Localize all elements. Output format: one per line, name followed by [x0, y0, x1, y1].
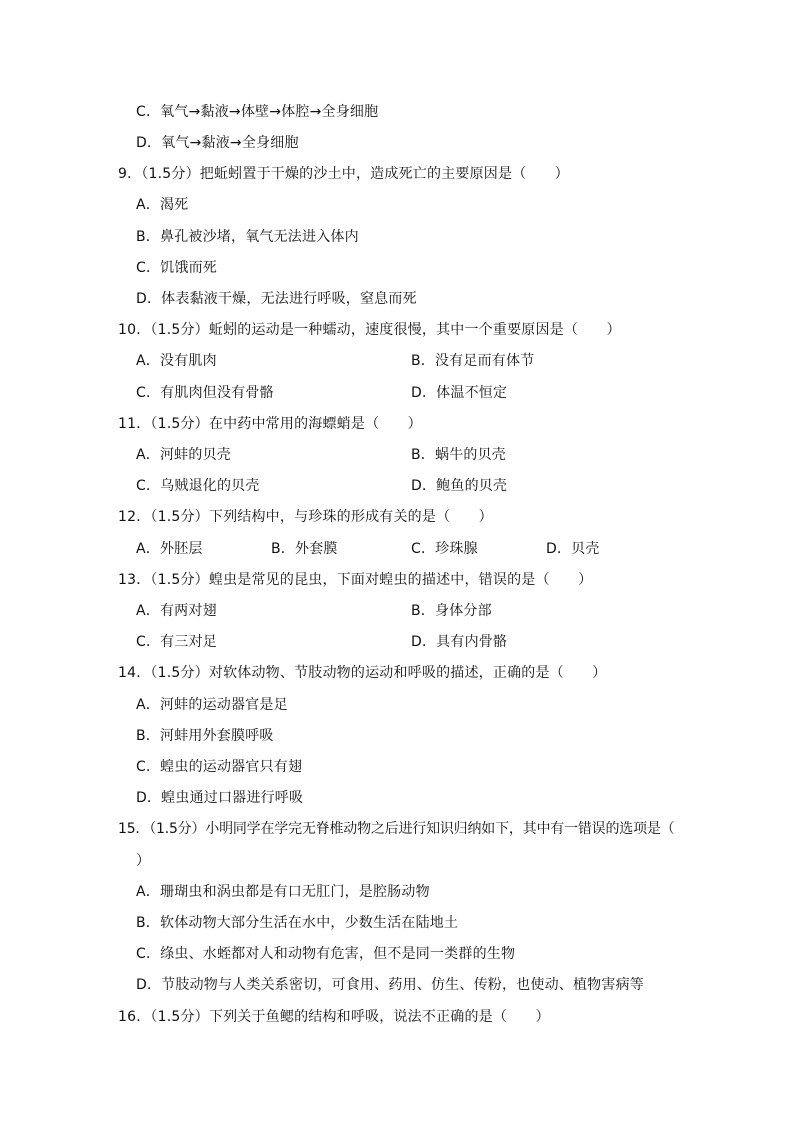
q10-option-d: D．体温不恒定 — [411, 385, 508, 401]
q14-option-c: C．蝗虫的运动器官只有翅 — [136, 759, 303, 775]
q8-option-d: D．氧气→黏液→全身细胞 — [136, 135, 299, 151]
q12-option-c: C．珍珠腺 — [411, 541, 478, 557]
q13-option-b: B．身体分部 — [411, 603, 492, 619]
q13-option-c: C．有三对足 — [136, 634, 217, 650]
q15-option-c: C．绦虫、水蛭都对人和动物有危害，但不是同一类群的生物 — [136, 946, 516, 962]
q13-option-a: A．有两对翅 — [136, 603, 217, 619]
q10-option-a: A．没有肌肉 — [136, 353, 217, 369]
q14-option-a: A．河蚌的运动器官是足 — [136, 697, 288, 713]
q11-option-a: A．河蚌的贝壳 — [136, 447, 231, 463]
q8-option-c: C．氧气→黏液→体壁→体腔→全身细胞 — [136, 104, 379, 120]
q14-option-b: B．河蚌用外套膜呼吸 — [136, 728, 274, 744]
q9-option-d: D．体表黏液干燥，无法进行呼吸，窒息而死 — [136, 291, 417, 307]
q11-stem: 11．（1.5分）在中药中常用的海螵蛸是（ ） — [118, 416, 422, 432]
q9-option-a: A．渴死 — [136, 197, 189, 213]
q9-option-c: C．饥饿而死 — [136, 260, 217, 276]
q15-stem-continued: ） — [136, 853, 151, 869]
q15-stem: 15．（1.5分）小明同学在学完无脊椎动物之后进行知识归纳如下，其中有一错误的选项是（ — [118, 821, 675, 837]
q16-stem: 16．（1.5分）下列关于鱼鳃的结构和呼吸，说法不正确的是（ ） — [118, 1009, 550, 1025]
q11-option-b: B．蜗牛的贝壳 — [411, 447, 507, 463]
q15-option-a: A．珊瑚虫和涡虫都是有口无肛门，是腔肠动物 — [136, 884, 430, 900]
q12-option-b: B．外套膜 — [271, 541, 338, 557]
q14-option-d: D．蝗虫通过口器进行呼吸 — [136, 790, 304, 806]
q13-stem: 13．（1.5分）蝗虫是常见的昆虫，下面对蝗虫的描述中，错误的是（ ） — [118, 572, 593, 588]
q9-option-b: B．鼻孔被沙堵，氧气无法进入体内 — [136, 229, 359, 245]
q11-option-d: D．鲍鱼的贝壳 — [411, 478, 508, 494]
q10-option-b: B．没有足而有体节 — [411, 353, 535, 369]
q13-option-d: D．具有内骨骼 — [411, 634, 508, 650]
q10-option-c: C．有肌肉但没有骨骼 — [136, 385, 274, 401]
q15-option-b: B．软体动物大部分生活在水中，少数生活在陆地土 — [136, 915, 459, 931]
q9-stem: 9．（1.5分）把蚯蚓置于干燥的沙土中，造成死亡的主要原因是（ ） — [118, 166, 569, 182]
q12-stem: 12．（1.5分）下列结构中，与珍珠的形成有关的是（ ） — [118, 509, 493, 525]
q14-stem: 14．（1.5分）对软体动物、节肢动物的运动和呼吸的描述，正确的是（ ） — [118, 665, 607, 681]
q12-option-d: D．贝壳 — [546, 541, 600, 557]
q12-option-a: A．外胚层 — [136, 541, 203, 557]
q11-option-c: C．乌贼退化的贝壳 — [136, 478, 260, 494]
q10-stem: 10．（1.5分）蚯蚓的运动是一种蠕动，速度很慢，其中一个重要原因是（ ） — [118, 322, 621, 338]
q15-option-d: D．节肢动物与人类关系密切，可食用、药用、仿生、传粉，也使动、植物害病等 — [136, 977, 644, 993]
